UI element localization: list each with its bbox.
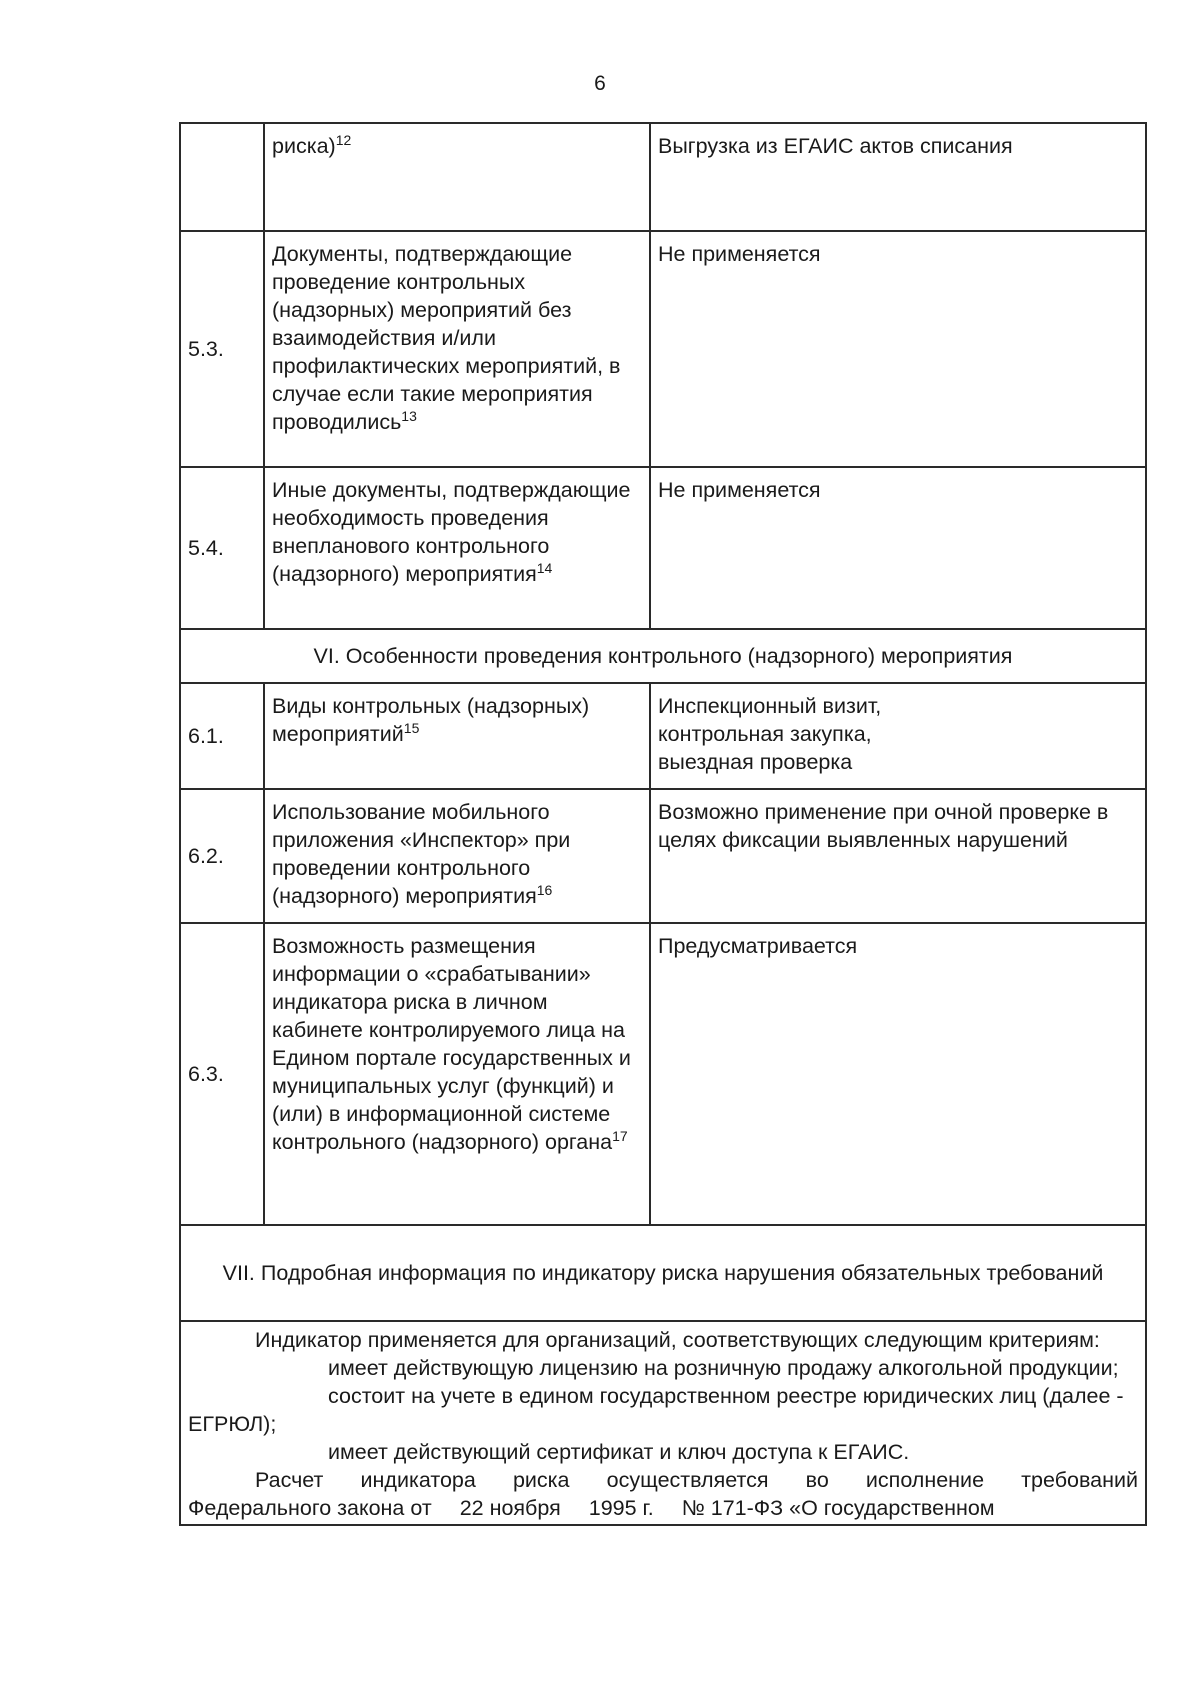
row-number: 6.3. [180, 923, 264, 1225]
value-line: выездная проверка [658, 750, 853, 774]
value-line: Инспекционный визит, [658, 694, 882, 718]
section-heading-row [180, 629, 1146, 683]
footnote-ref: 12 [335, 131, 352, 148]
footnote-ref: 13 [401, 407, 417, 424]
table-row [180, 789, 1146, 923]
row-number [180, 123, 264, 231]
table-row [180, 683, 1146, 789]
calculation-text-continued: Федерального закона от 22 ноября 1995 г. № 171-ФЗ «О государственном [188, 1496, 995, 1520]
row-value: Выгрузка из ЕГАИС актов списания [650, 123, 1146, 231]
row-label: Возможность размещения информации о «срабатывании» индикатора риска в личном кабинете контролируемого лица на Едином портале государственных и муниципальных услуг (функций) и (или) в информационной системе контрольного (надзорного) органа$^{17}$ [264, 923, 650, 1225]
row-label: Документы, подтверждающие проведение контрольных (надзорных) мероприятий без взаимодействия и/или профилактических мероприятий, в случае если такие мероприятия проводились$^{13}$ [264, 231, 650, 467]
row-label: Иные документы, подтверждающие необходимость проведения внепланового контрольного (надзорного) мероприятия$^{14}$ [264, 467, 650, 629]
document-table [179, 122, 1147, 1526]
row-value [650, 683, 1146, 789]
section-heading: VII. Подробная информация по индикатору риска нарушения обязательных требований [180, 1225, 1146, 1321]
row-label: риска)$^{12}$ [264, 123, 650, 231]
table-row [180, 467, 1146, 629]
section-heading: VI. Особенности проведения контрольного (надзорного) мероприятия [180, 629, 1146, 683]
page-number: 6 [594, 72, 606, 95]
table-row [180, 923, 1146, 1225]
row-value: Предусматривается [650, 923, 1146, 1225]
row-label: Использование мобильного приложения «Инспектор» при проведении контрольного (надзорного) мероприятия$^{16}$ [264, 789, 650, 923]
row-value: Не применяется [650, 467, 1146, 629]
value-line: контрольная закупка, [658, 722, 872, 746]
row-label: Виды контрольных (надзорных) мероприятий$^{15}$ [264, 683, 650, 789]
calculation-text: Расчет индикатора риска осуществляется во исполнение требований [255, 1468, 1138, 1492]
footnote-ref: 15 [403, 719, 420, 736]
criteria-intro: Индикатор применяется для организаций, соответствующих следующим критериям: [255, 1328, 1100, 1352]
criteria-item: имеет действующий сертификат и ключ доступа к ЕГАИС. [328, 1440, 910, 1464]
table-row [180, 231, 1146, 467]
row-number: 5.3. [180, 231, 264, 467]
footnote-ref: 16 [536, 881, 553, 898]
criteria-text [180, 1321, 1146, 1525]
row-value: Не применяется [650, 231, 1146, 467]
criteria-item: имеет действующую лицензию на розничную продажу алкогольной продукции; [328, 1356, 1119, 1380]
footnote-ref: 17 [612, 1127, 628, 1144]
section-heading-row [180, 1225, 1146, 1321]
row-value: Возможно применение при очной проверке в целях фиксации выявленных нарушений [650, 789, 1146, 923]
row-number: 6.2. [180, 789, 264, 923]
row-number: 6.1. [180, 683, 264, 789]
criteria-item: состоит на учете в едином государственном реестре юридических лиц (далее - ЕГРЮЛ); [188, 1384, 1124, 1436]
row-number: 5.4. [180, 467, 264, 629]
table-row [180, 123, 1146, 231]
footnote-ref: 14 [536, 559, 553, 576]
criteria-row [180, 1321, 1146, 1525]
